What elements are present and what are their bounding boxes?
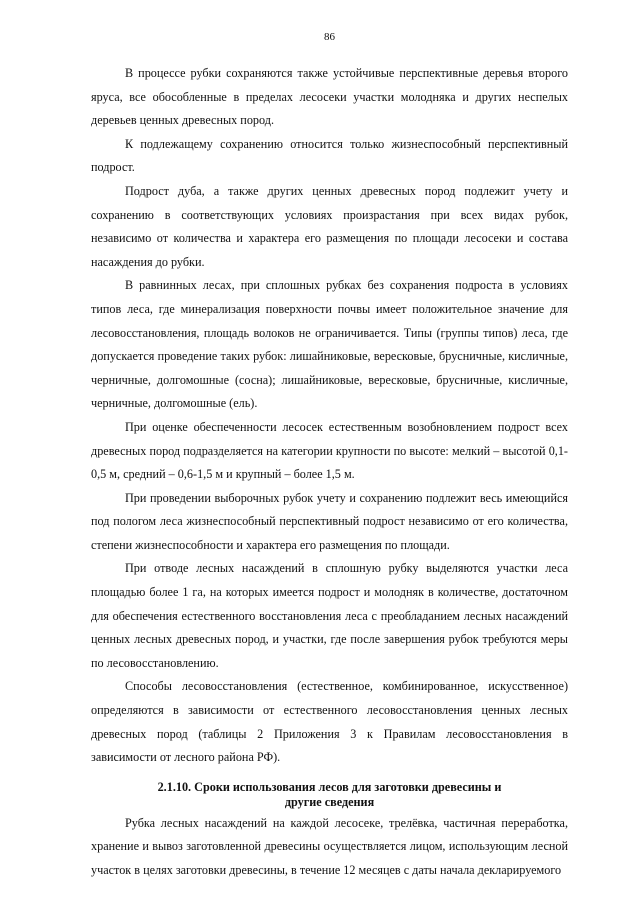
paragraph: Подрост дуба, а также других ценных древесных пород подлежит учету и сохранению в соответствующих условиях произрастания при всех видах рубок, независимо от количества и характера его размещения по площади лесосеки и состава насаждения до рубки. (91, 183, 568, 269)
body-text-bottom (91, 812, 568, 883)
page-number: 86 (324, 31, 335, 43)
paragraph: При проведении выборочных рубок учету и сохранению подлежит весь имеющийся под пологом леса жизнеспособный перспективный подрост независимо от его количества, степени жизнеспособности и характера его размещения по площади. (91, 490, 568, 552)
paragraph: Способы лесовосстановления (естественное, комбинированное, искусственное) определяются в зависимости от естественного лесовосстановления ценных лесных древесных пород (таблицы 2 Приложения 3 к Правилам лесовосстановления в зависимости от лесного района РФ). (91, 679, 568, 765)
section-heading-line: другие сведения (284, 794, 375, 809)
body-text-top (91, 62, 568, 770)
paragraph: При отводе лесных насаждений в сплошную рубку выделяются участки леса площадью более 1 га, на которых имеется подрост и молодняк в количестве, достаточном для обеспечения естественного восстановления леса с преобладанием лесных насаждений ценных лесных древесных пород, и участки, где после завершения рубок требуются меры по лесовосстановлению. (91, 561, 568, 670)
paragraph: В процессе рубки сохраняются также устойчивые перспективные деревья второго яруса, все обособленные в пределах лесосеки участки молодняка и других неспелых деревьев ценных древесных пород. (91, 66, 568, 128)
paragraph: Рубка лесных насаждений на каждой лесосеке, трелёвка, частичная переработка, хранение и вывоз заготовленной древесины осуществляется лицом, использующим лесной участок в целях заготовки древесины, в течение 12 месяцев с даты начала декларируемого (91, 815, 568, 877)
paragraph: К подлежащему сохранению относится только жизнеспособный перспективный подрост. (91, 136, 568, 175)
paragraph: В равнинных лесах, при сплошных рубках без сохранения подроста в условиях типов леса, где минерализация поверхности почвы имеет положительное значение для лесовосстановления, площадь волоков не ограничивается. Типы (группы типов) леса, где допускается проведение таких рубок: лишайниковые, вересковые, брусничные, кисличные, черничные, долгомошные (сосна); лишайниковые, вересковые, брусничные, кисличные, черничные, долгомошные (ель). (91, 278, 568, 411)
section-heading (91, 780, 568, 810)
section-heading-line: 2.1.10. Сроки использования лесов для заготовки древесины и (157, 779, 502, 794)
paragraph: При оценке обеспеченности лесосек естественным возобновлением подрост всех древесных пород подразделяется на категории крупности по высоте: мелкий – высотой 0,1-0,5 м, средний – 0,6-1,5 м и крупный – более 1,5 м. (91, 419, 568, 482)
